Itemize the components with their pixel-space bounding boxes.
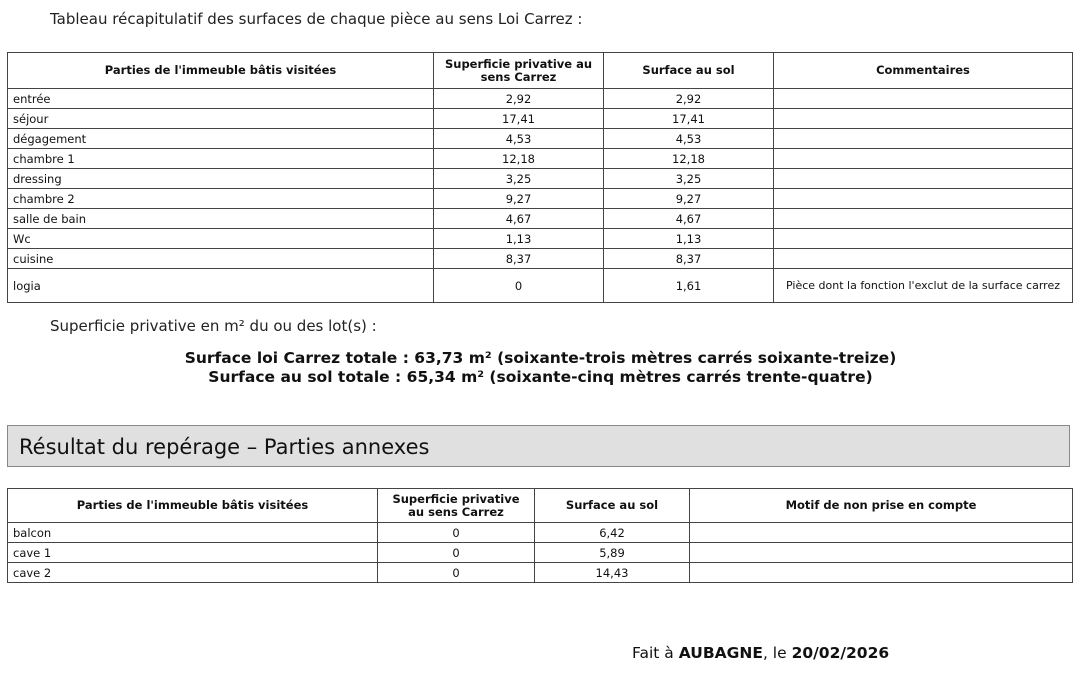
room-name: dressing [8, 169, 434, 189]
carrez-value: 4,53 [434, 129, 604, 149]
carrez-value: 17,41 [434, 109, 604, 129]
comment [774, 149, 1073, 169]
table-header-row [8, 53, 1073, 89]
comment [774, 89, 1073, 109]
table-row [8, 169, 1073, 189]
table-row [8, 269, 1073, 303]
carrez-value: 0 [378, 563, 535, 583]
comment [774, 249, 1073, 269]
section-header [7, 425, 1070, 467]
sol-value: 1,13 [604, 229, 774, 249]
table-row [8, 209, 1073, 229]
table-row [8, 189, 1073, 209]
sol-value: 6,42 [535, 523, 690, 543]
sol-value: 4,53 [604, 129, 774, 149]
carrez-value: 0 [378, 543, 535, 563]
sol-value: 2,92 [604, 89, 774, 109]
table-header-row [8, 489, 1073, 523]
sol-value: 9,27 [604, 189, 774, 209]
header-sol: Surface au sol [535, 489, 690, 523]
motif [690, 543, 1073, 563]
comment [774, 109, 1073, 129]
comment [774, 169, 1073, 189]
header-parties: Parties de l'immeuble bâtis visitées [8, 53, 434, 89]
annex-name: balcon [8, 523, 378, 543]
table-row [8, 149, 1073, 169]
signature-date: 20/02/2026 [791, 644, 890, 662]
sol-value: 17,41 [604, 109, 774, 129]
motif [690, 563, 1073, 583]
motif [690, 523, 1073, 543]
comment: Pièce dont la fonction l'exclut de la surface carrez [774, 269, 1073, 303]
header-comments: Commentaires [774, 53, 1073, 89]
carrez-value: 2,92 [434, 89, 604, 109]
total-sol: Surface au sol totale : 65,34 m² (soixante-cinq mètres carrés trente-quatre) [208, 368, 873, 386]
carrez-value: 3,25 [434, 169, 604, 189]
total-carrez: Surface loi Carrez totale : 63,73 m² (soixante-trois mètres carrés soixante-treize) [184, 349, 897, 367]
carrez-value: 0 [434, 269, 604, 303]
table-row [8, 523, 1073, 543]
annex-name: cave 1 [8, 543, 378, 563]
room-name: salle de bain [8, 209, 434, 229]
table-row [8, 563, 1073, 583]
carrez-value: 12,18 [434, 149, 604, 169]
table-row [8, 129, 1073, 149]
carrez-table [7, 52, 1073, 303]
room-name: cuisine [8, 249, 434, 269]
comment [774, 129, 1073, 149]
header-carrez: Superficie privative au sens Carrez [378, 489, 535, 523]
carrez-value: 8,37 [434, 249, 604, 269]
comment [774, 209, 1073, 229]
carrez-value: 4,67 [434, 209, 604, 229]
table-row [8, 249, 1073, 269]
carrez-value: 1,13 [434, 229, 604, 249]
room-name: chambre 2 [8, 189, 434, 209]
header-carrez: Superficie privative au sens Carrez [434, 53, 604, 89]
table-row [8, 109, 1073, 129]
sol-value: 5,89 [535, 543, 690, 563]
signature-line [632, 644, 889, 662]
comment [774, 229, 1073, 249]
table-row [8, 229, 1073, 249]
signature-city: AUBAGNE [678, 644, 763, 662]
lot-surface-subtitle: Superficie privative en m² du ou des lot(s) : [50, 317, 377, 335]
intro-text: Tableau récapitulatif des surfaces de chaque pièce au sens Loi Carrez : [50, 10, 583, 28]
room-name: séjour [8, 109, 434, 129]
room-name: logia [8, 269, 434, 303]
sol-value: 4,67 [604, 209, 774, 229]
section-title: Résultat du repérage – Parties annexes [19, 435, 430, 459]
comment [774, 189, 1073, 209]
room-name: Wc [8, 229, 434, 249]
totals-block [0, 349, 1081, 387]
carrez-value: 9,27 [434, 189, 604, 209]
header-sol: Surface au sol [604, 53, 774, 89]
signature-middle: , le [762, 644, 792, 662]
signature-prefix: Fait à [632, 644, 679, 662]
carrez-value: 0 [378, 523, 535, 543]
annex-name: cave 2 [8, 563, 378, 583]
table-row [8, 543, 1073, 563]
annexes-table [7, 488, 1073, 583]
table-row [8, 89, 1073, 109]
room-name: entrée [8, 89, 434, 109]
room-name: dégagement [8, 129, 434, 149]
sol-value: 3,25 [604, 169, 774, 189]
room-name: chambre 1 [8, 149, 434, 169]
header-motif: Motif de non prise en compte [690, 489, 1073, 523]
sol-value: 1,61 [604, 269, 774, 303]
header-parties: Parties de l'immeuble bâtis visitées [8, 489, 378, 523]
sol-value: 12,18 [604, 149, 774, 169]
sol-value: 8,37 [604, 249, 774, 269]
sol-value: 14,43 [535, 563, 690, 583]
